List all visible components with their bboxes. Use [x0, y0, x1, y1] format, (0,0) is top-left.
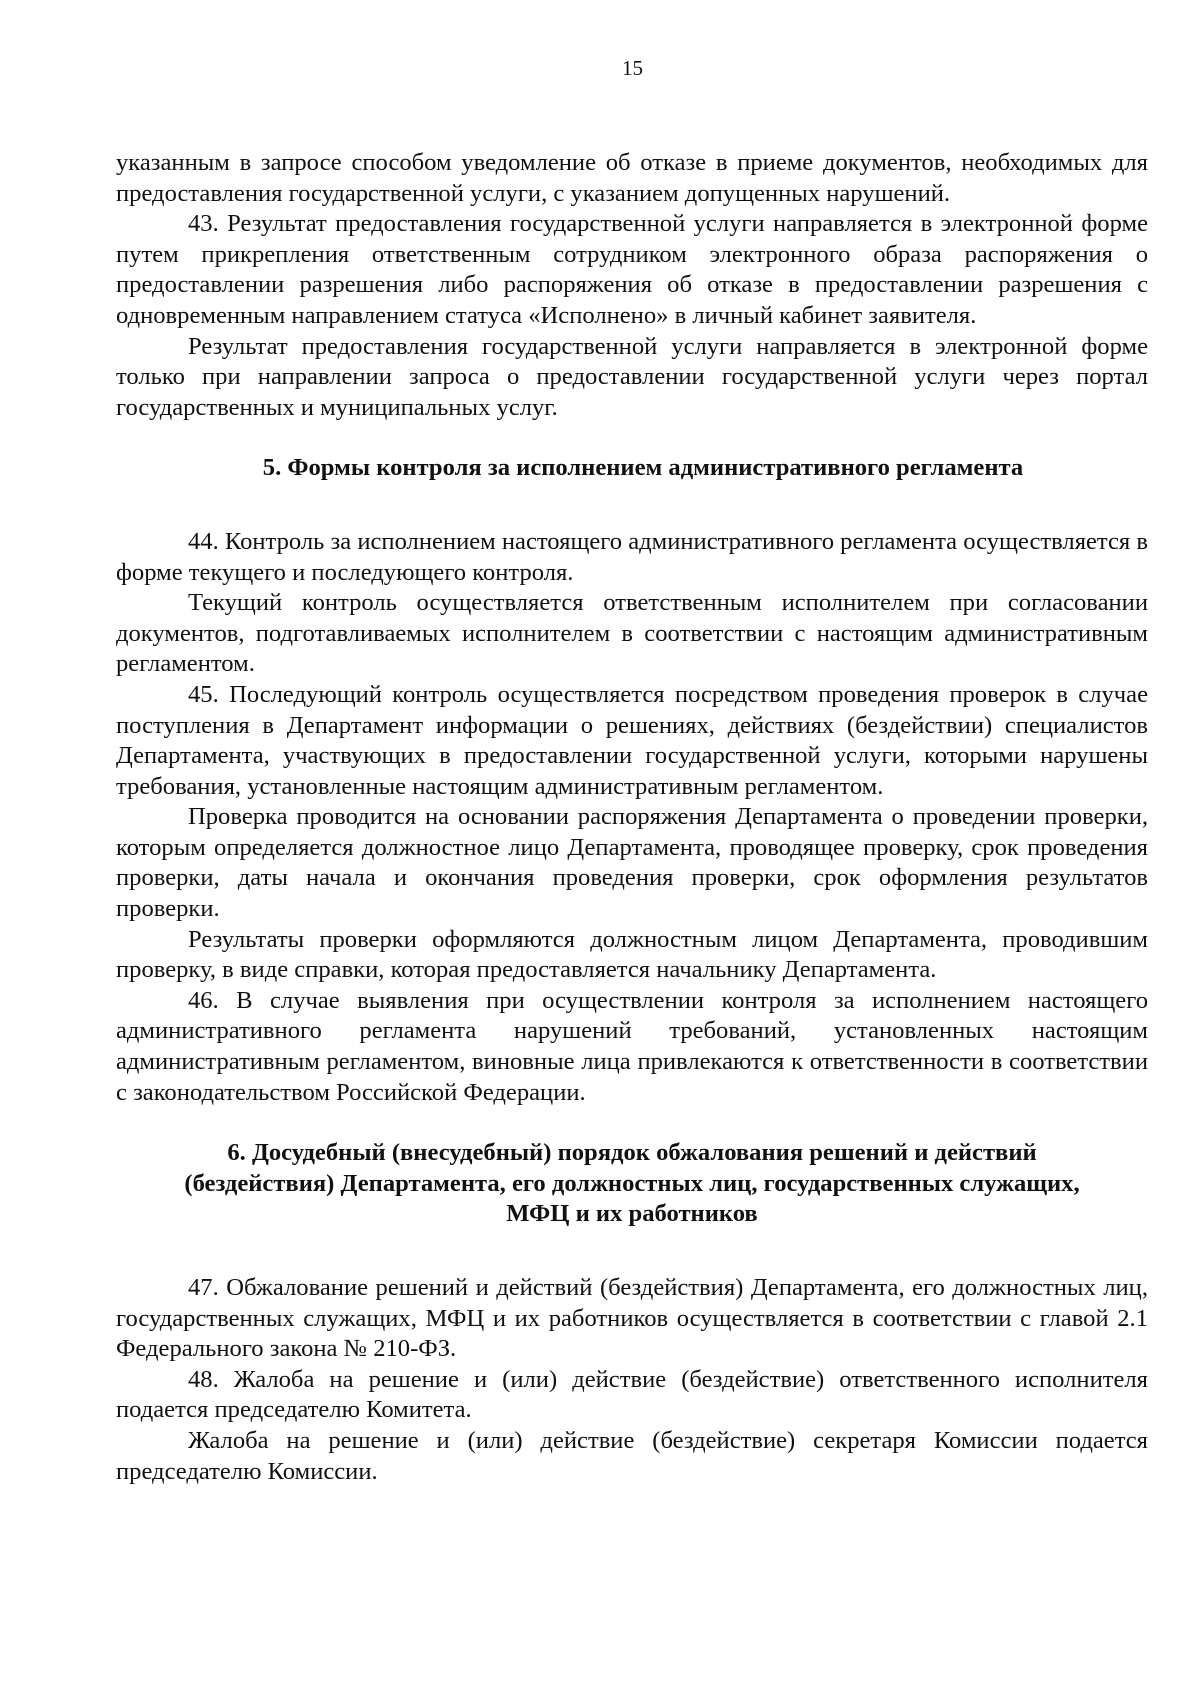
- paragraph-continuation: указанным в запросе способом уведомление об отказе в приеме документов, необходимых для предоставления государственной услуги, с указанием допущенных нарушений.: [116, 149, 1148, 207]
- section-6-heading: [116, 1138, 1148, 1230]
- page-number: 15: [622, 56, 643, 80]
- paragraph-43-result: Результат предоставления государственной услуги направляется в электронной форме только при направлении запроса о предоставлении государственной услуги через портал государственных и муниципальных услуг.: [116, 332, 1148, 421]
- paragraph-47: 47. Обжалование решений и действий (бездействия) Департамента, его должностных лиц, государственных служащих, МФЦ и их работников осуществляется в соответствии с главой 2.1 Федерального закона № 210-ФЗ.: [116, 1274, 1148, 1363]
- section-6-heading-line-3: МФЦ и их работников: [506, 1200, 758, 1228]
- paragraph-45: 45. Последующий контроль осуществляется посредством проведения проверок в случае поступления в Департамент информации о решениях, действиях (бездействии) специалистов Департамента, участвующих в предоставлении государственной услуги, которыми нарушены требования, установленные настоящим административным регламентом.: [116, 680, 1148, 800]
- paragraph-inspection: Проверка проводится на основании распоряжения Департамента о проведении проверки, которым определяется должностное лицо Департамента, проводящее проверку, срок проведения проверки, даты начала и окончания проведения проверки, срок оформления результатов проверки.: [116, 803, 1148, 923]
- section-6-heading-line-2: (бездействия) Департамента, его должностных лиц, государственных служащих,: [184, 1169, 1080, 1197]
- paragraph-44: 44. Контроль за исполнением настоящего административного регламента осуществляется в форме текущего и последующего контроля.: [116, 527, 1148, 586]
- paragraph-current-control: Текущий контроль осуществляется ответственным исполнителем при согласовании документов, подготавливаемых исполнителем в соответствии с настоящим административным регламентом.: [116, 589, 1148, 678]
- paragraph-43: 43. Результат предоставления государственной услуги направляется в электронной форме путем прикрепления ответственным сотрудником электронного образа распоряжения о предоставлении разрешения либо распоряжения об отказе в предоставлении разрешения с одновременным направлением статуса «Исполнено» в личный кабинет заявителя.: [116, 210, 1148, 329]
- section-5-heading: 5. Формы контроля за исполнением административного регламента: [262, 454, 1024, 482]
- document-body: [116, 148, 1148, 1487]
- paragraph-complaint-secretary: Жалоба на решение и (или) действие (бездействие) секретаря Комиссии подается председателю Комиссии.: [116, 1426, 1148, 1485]
- section-6-heading-line-1: 6. Досудебный (внесудебный) порядок обжалования решений и действий: [227, 1139, 1037, 1167]
- paragraph-inspection-results: Результаты проверки оформляются должностным лицом Департамента, проводившим проверку, в виде справки, которая предоставляется начальнику Департамента.: [116, 925, 1148, 984]
- paragraph-48: 48. Жалоба на решение и (или) действие (бездействие) ответственного исполнителя подается председателю Комитета.: [116, 1365, 1148, 1424]
- paragraph-46: 46. В случае выявления при осуществлении контроля за исполнением настоящего административного регламента нарушений требований, установленных настоящим административным регламентом, виновные лица привлекаются к ответственности в соответствии с законодательством Российской Федерации.: [116, 986, 1148, 1106]
